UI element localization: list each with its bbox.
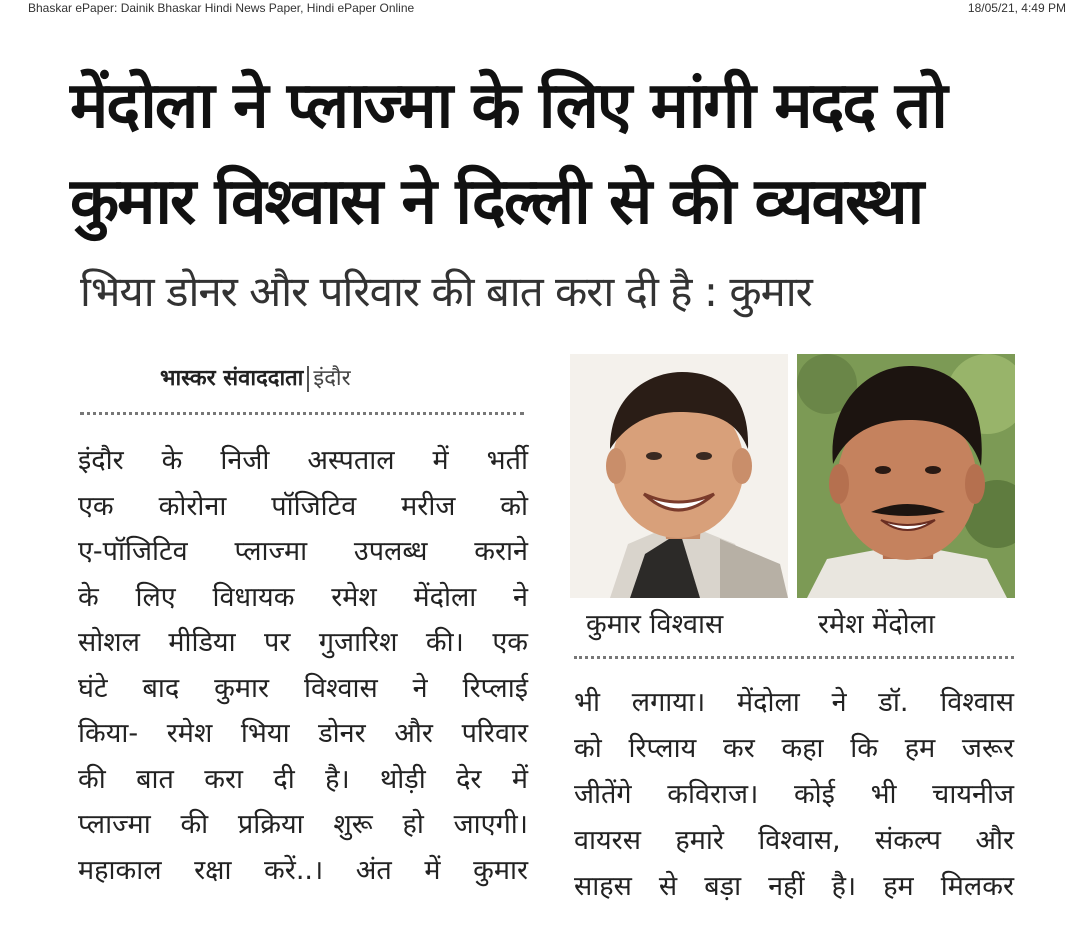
body-line: को रिप्लाय कर कहा कि हम जरूर bbox=[574, 733, 1014, 764]
subheadline: भिया डोनर और परिवार की बात करा दी है : कुमार bbox=[80, 267, 812, 316]
body-line: घंटे बाद कुमार विश्वास ने रिप्लाई bbox=[78, 672, 528, 704]
portrait-image bbox=[570, 354, 788, 598]
dotted-divider bbox=[574, 656, 1014, 659]
headline-line-2: कुमार विश्वास ने दिल्ली से की व्यवस्था bbox=[70, 165, 923, 239]
window-titlebar bbox=[0, 0, 1076, 18]
dotted-divider bbox=[80, 412, 524, 415]
byline-separator bbox=[307, 366, 309, 392]
photo-ramesh-mendola bbox=[797, 354, 1015, 598]
article-column-1 bbox=[78, 438, 528, 893]
byline-author: भास्कर संवाददाता bbox=[160, 366, 304, 391]
article-column-2 bbox=[574, 680, 1014, 910]
body-line: महाकाल रक्षा करें..। अंत में कुमार bbox=[78, 854, 528, 886]
body-line: प्लाज्मा की प्रक्रिया शुरू हो जाएगी। bbox=[78, 809, 528, 840]
body-line: के लिए विधायक रमेश मेंदोला ने bbox=[78, 581, 528, 613]
body-line: इंदौर के निजी अस्पताल में भर्ती bbox=[78, 445, 528, 476]
body-line: जीतेंगे कविराज। कोई भी चायनीज bbox=[574, 779, 1014, 810]
body-line: वायरस हमारे विश्वास, संकल्प और bbox=[574, 825, 1014, 856]
body-line: किया- रमेश भिया डोनर और परिवार bbox=[78, 718, 528, 749]
caption-kumar-vishwas: कुमार विश्वास bbox=[586, 609, 724, 640]
body-line: ए-पॉजिटिव प्लाज्मा उपलब्ध कराने bbox=[78, 536, 528, 567]
byline-city: इंदौर bbox=[313, 366, 351, 391]
window-title: Bhaskar ePaper: Dainik Bhaskar Hindi News Paper, Hindi ePaper Online bbox=[28, 1, 415, 15]
timestamp: 18/05/21, 4:49 PM bbox=[967, 1, 1066, 15]
byline bbox=[160, 362, 351, 392]
body-line: की बात करा दी है। थोड़ी देर में bbox=[78, 763, 528, 795]
portrait-image bbox=[797, 354, 1015, 598]
caption-ramesh-mendola: रमेश मेंदोला bbox=[818, 609, 935, 640]
headline-line-1: मेंदोला ने प्लाज्मा के लिए मांगी मदद तो bbox=[70, 69, 946, 143]
body-line: एक कोरोना पॉजिटिव मरीज को bbox=[78, 490, 528, 522]
body-line: साहस से बड़ा नहीं है। हम मिलकर bbox=[574, 871, 1014, 902]
body-line: सोशल मीडिया पर गुजारिश की। एक bbox=[78, 627, 528, 658]
body-line: भी लगाया। मेंदोला ने डॉ. विश्वास bbox=[574, 687, 1014, 718]
photo-kumar-vishwas bbox=[570, 354, 788, 598]
